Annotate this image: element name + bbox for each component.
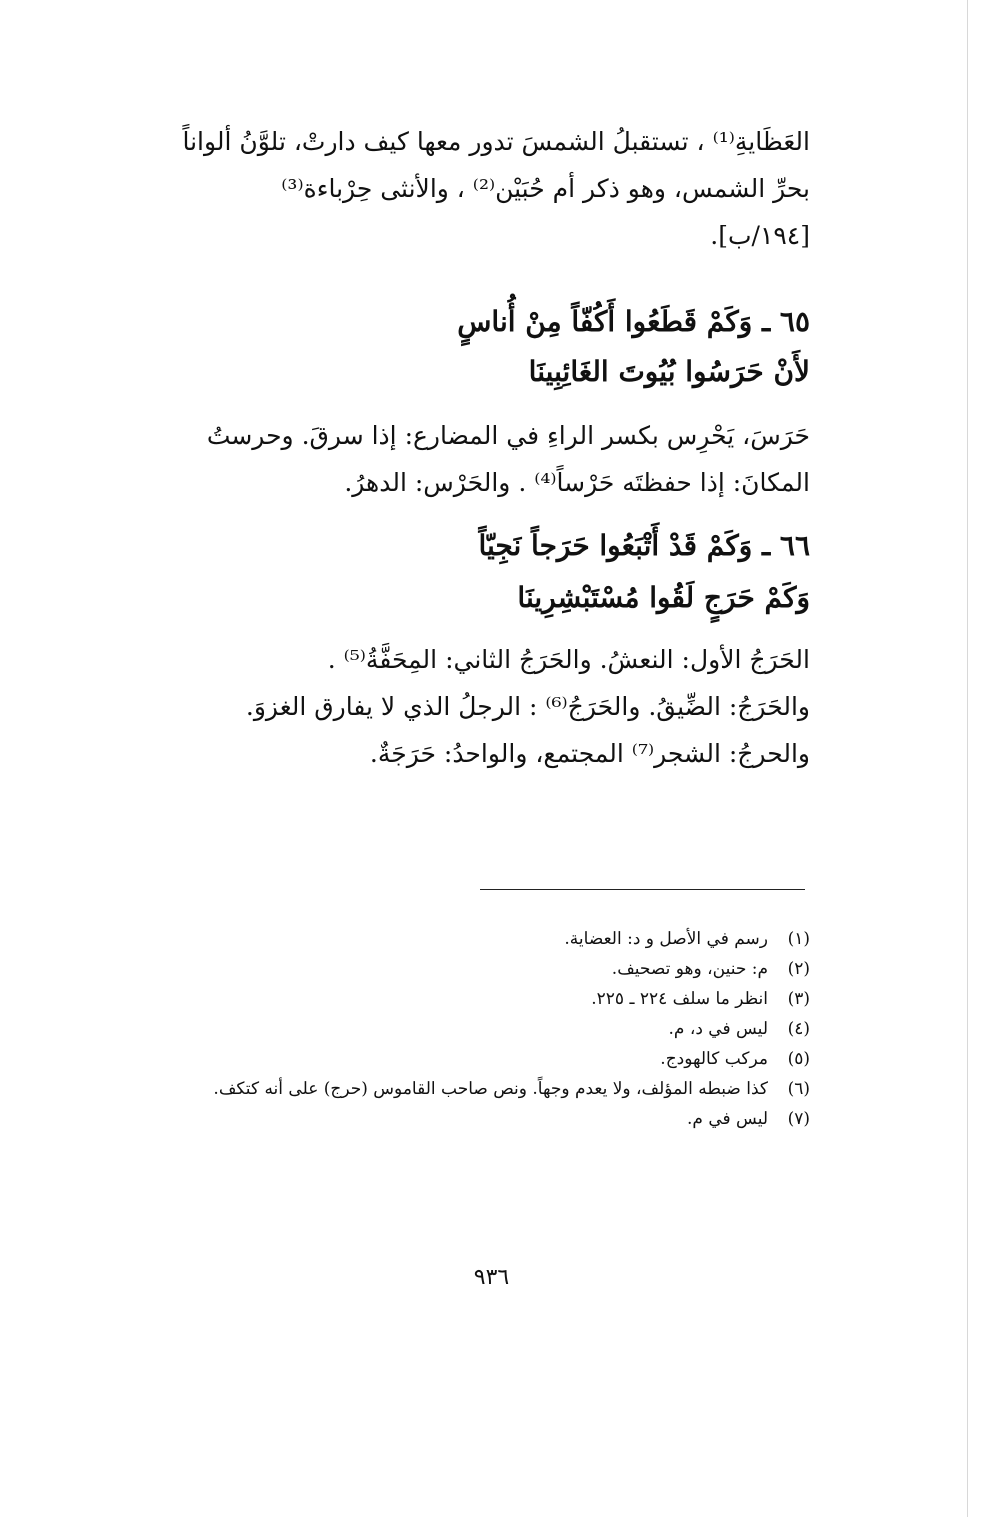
text-line: [١٩٤/ب].	[710, 221, 810, 250]
page-number: ٩٣٦	[473, 1265, 510, 1290]
text-line: والحرجُ: الشجر⁽⁷⁾ المجتمع، والواحدُ: حَرَجَةٌ.	[369, 739, 810, 768]
footnote-number: (٧)	[787, 1109, 810, 1129]
footnote-item	[110, 1044, 810, 1074]
footnote-text: مركب كالهودج.	[660, 1049, 768, 1069]
footnote-item	[110, 984, 810, 1014]
footnote-item	[110, 1074, 810, 1104]
footnote-item	[110, 924, 810, 954]
footnote-number: (٢)	[787, 959, 810, 979]
text-line: العَظَايةِ⁽¹⁾ ، تستقبلُ الشمسَ تدور معها كيف دارتْ، تلوَّنُ ألواناً	[182, 127, 810, 156]
text-line: الحَرَجُ الأول: النعشُ. والحَرَجُ الثاني: المِحَفَّةُ⁽⁵⁾ .	[327, 645, 810, 674]
footnote-number: (١)	[787, 929, 810, 949]
verse-66-first-hemistich: ٦٦ ـ وَكَمْ قَدْ أَتْبَعُوا حَرَجاً نَجِيّاً	[478, 529, 810, 562]
footnote-item	[110, 1104, 810, 1134]
footnote-text: ليس في م.	[686, 1109, 768, 1129]
commentary-paragraph	[110, 412, 810, 506]
commentary-paragraph	[110, 118, 810, 259]
verse-66-second-hemistich: وَكَمْ حَرَجٍ لَقُوا مُسْتَبْشِرِينَا	[517, 581, 810, 614]
text-line: المكانَ: إذا حفظتَه حَرْساً⁽⁴⁾ . والحَرْس: الدهرُ.	[344, 468, 810, 497]
text-line: بحرِّ الشمس، وهو ذكر أم حُبَيْن⁽²⁾ ، والأنثى حِرْباءة⁽³⁾	[281, 174, 810, 203]
commentary-paragraph	[110, 636, 810, 777]
footnote-separator	[480, 889, 805, 890]
footnote-text: م: حنين، وهو تصحيف.	[611, 959, 768, 979]
footnote-text: انظر ما سلف ٢٢٤ ـ ٢٢٥.	[591, 989, 768, 1009]
footnote-number: (٦)	[787, 1079, 810, 1099]
text-line: والحَرَجُ: الضِّيقُ. والحَرَجُ⁽⁶⁾ : الرجلُ الذي لا يفارق الغزوَ.	[245, 692, 810, 721]
footnote-number: (٤)	[787, 1019, 810, 1039]
footnote-text: كذا ضبطه المؤلف، ولا يعدم وجهاً. ونص صاحب القاموس (حرج) على أنه كتكف.	[213, 1079, 768, 1099]
footnote-text: ليس في د، م.	[668, 1019, 768, 1039]
footnote-item	[110, 1014, 810, 1044]
verse-65-second-hemistich: لأَنْ حَرَسُوا بُيُوتَ الغَائِبِينَا	[528, 355, 810, 388]
footnote-text: رسم في الأصل و د: العضاية.	[564, 929, 768, 949]
footnote-number: (٥)	[787, 1049, 810, 1069]
footnotes-list	[110, 924, 810, 1134]
text-line: حَرَسَ، يَحْرِس بكسر الراءِ في المضارع: إذا سرقَ. وحرستُ	[206, 421, 810, 450]
verse-65-first-hemistich: ٦٥ ـ وَكَمْ قَطَعُوا أَكُفّاً مِنْ أُناسٍ	[457, 305, 810, 338]
footnote-item	[110, 954, 810, 984]
footnote-number: (٣)	[787, 989, 810, 1009]
